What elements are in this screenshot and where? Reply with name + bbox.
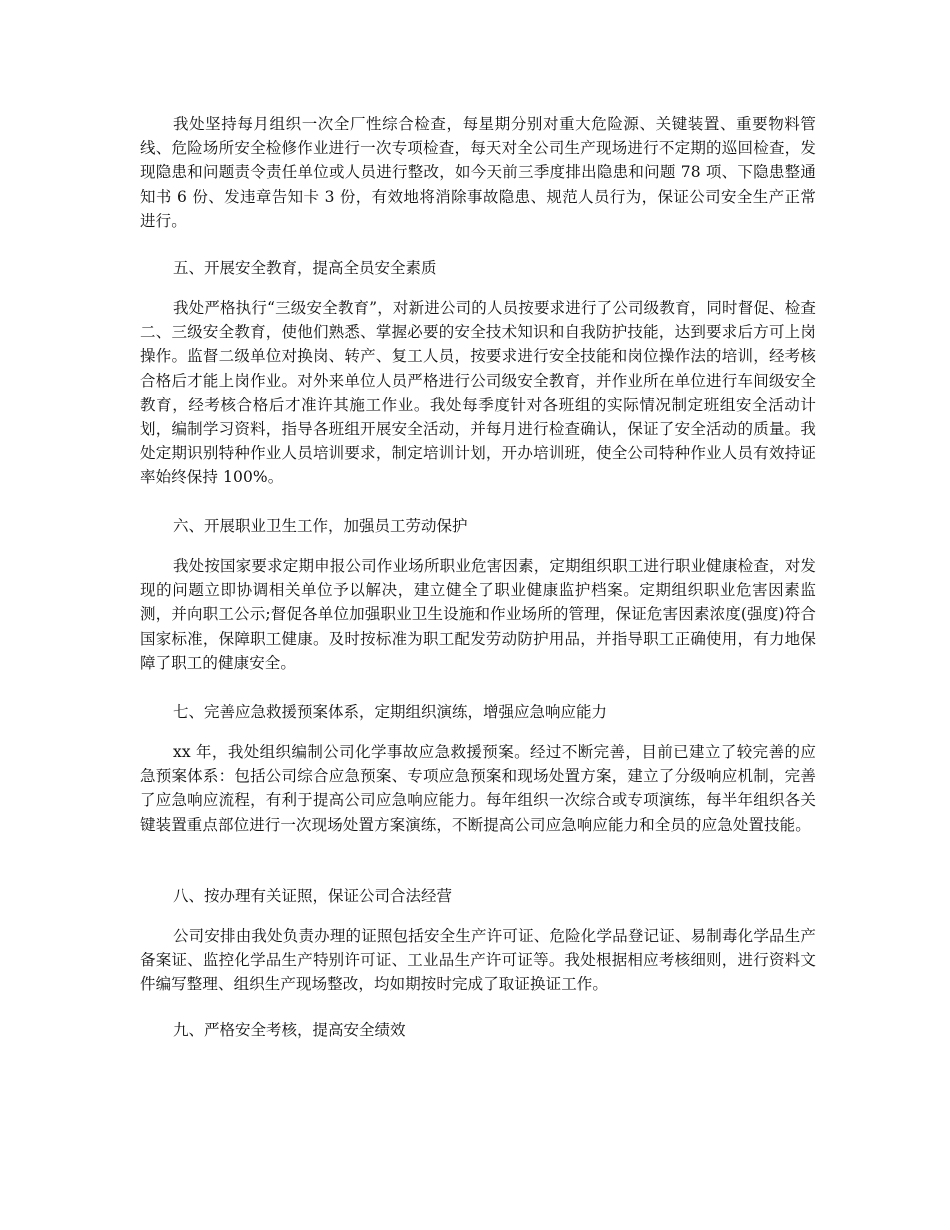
paragraph-occupational-health: 我处按国家要求定期申报公司作业场所职业危害因素，定期组织职工进行职业健康检查，对发现的问题立即协调相关单位予以解决，建立健全了职业健康监护档案。定期组织职业危害因素监测，并向职工公示;督促各单位加强职业卫生设施和作业场所的管理，保证危害因素浓度(强度)符合国家标准，保障职工健康。及时按标准为职工配发劳动防护用品，并指导职工正确使用，有力地保障了职工的健康安全。 [140, 557, 816, 672]
paragraph-licenses: 公司安排由我处负责办理的证照包括安全生产许可证、危险化学品登记证、易制毒化学品生产备案证、监控化学品生产特别许可证、工业品生产许可证等。我处根据相应考核细则，进行资料文件编写整理、组织生产现场整改，均如期按时完成了取证换证工作。 [140, 927, 816, 994]
section-heading-6: 六、开展职业卫生工作，加强员工劳动保护 [173, 517, 468, 535]
paragraph-safety-education: 我处严格执行“三级安全教育”，对新进公司的人员按要求进行了公司级教育，同时督促、检查二、三级安全教育，使他们熟悉、掌握必要的安全技术知识和自我防护技能，达到要求后方可上岗操作。监督二级单位对换岗、转产、复工人员，按要求进行安全技能和岗位操作法的培训，经考核合格后才能上岗作业。对外来单位人员严格进行公司级安全教育，并作业所在单位进行车间级安全教育，经考核合格后才准许其施工作业。我处每季度针对各班组的实际情况制定班组安全活动计划，编制学习资料，指导各班组开展安全活动，并每月进行检查确认，保证了安全活动的质量。我处定期识别特种作业人员培训要求，制定培训计划，开办培训班，使全公司特种作业人员有效持证率始终保持 100%。 [140, 299, 816, 487]
section-heading-5: 五、开展安全教育，提高全员安全素质 [173, 259, 437, 277]
paragraph-inspections: 我处坚持每月组织一次全厂性综合检查，每星期分别对重大危险源、关键装置、重要物料管线、危险场所安全检修作业进行一次专项检查，每天对全公司生产现场进行不定期的巡回检查，发现隐患和问题责令责任单位或人员进行整改，如今天前三季度排出隐患和问题 78 项、下隐患整通知书 6 份、发违章告知卡 3 份，有效地将消除事故隐患、规范人员行为，保证公司安全生产正常进行。 [140, 115, 816, 230]
section-heading-9: 九、严格安全考核，提高安全绩效 [173, 1021, 406, 1039]
section-heading-7: 七、完善应急救援预案体系，定期组织演练，增强应急响应能力 [173, 703, 608, 721]
section-heading-8: 八、按办理有关证照，保证公司合法经营 [173, 887, 453, 905]
paragraph-emergency-plans: xx 年，我处组织编制公司化学事故应急救援预案。经过不断完善，目前已建立了较完善的应急预案体系：包括公司综合应急预案、专项应急预案和现场处置方案，建立了分级响应机制，完善了应急响应流程，有利于提高公司应急响应能力。每年组织一次综合或专项演练，每半年组织各关键装置重点部位进行一次现场处置方案演练，不断提高公司应急响应能力和全员的应急处置技能。 [140, 743, 816, 834]
